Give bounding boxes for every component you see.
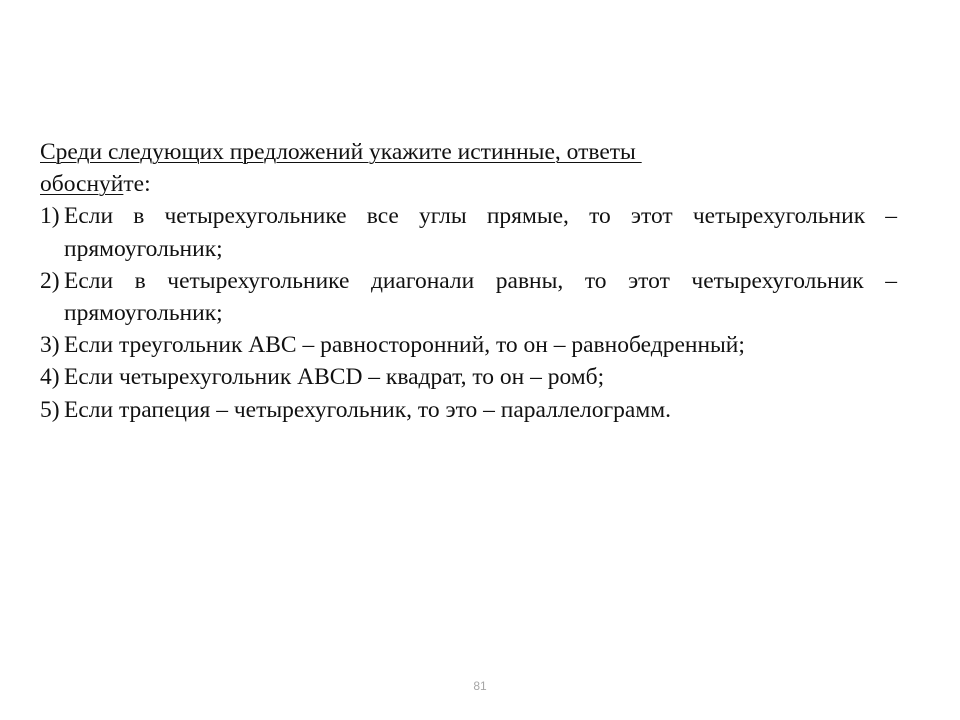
statement-number: 3): [40, 332, 60, 359]
task-heading-underlined-part: обоснуй: [40, 171, 124, 198]
statement-item-4: [40, 361, 897, 393]
statement-item-2: [40, 265, 897, 329]
page-number: 81: [473, 679, 487, 693]
statement-number: 2): [40, 267, 60, 294]
statement-text: Если в четырехугольнике все углы прямые, то этот четырехугольник – прямоугольник;: [64, 203, 897, 262]
statement-item-1: [40, 200, 897, 264]
slide-body: [40, 136, 897, 426]
task-heading-line-2: [40, 168, 897, 200]
task-heading-line-1: Среди следующих предложений укажите истинные, ответы: [40, 139, 642, 165]
statement-number: 5): [40, 396, 60, 423]
statement-text: Если четырехугольник ABCD – квадрат, то он – ромб;: [64, 364, 605, 391]
statement-text: Если треугольник АВС – равносторонний, то он – равнобедренный;: [64, 332, 745, 359]
statement-number: 4): [40, 364, 60, 391]
statement-text: Если трапеция – четырехугольник, то это – параллелограмм.: [64, 396, 671, 423]
statement-number: 1): [40, 203, 60, 230]
statement-item-5: [40, 394, 897, 426]
statement-text: Если в четырехугольнике диагонали равны, то этот четырехугольник – прямоугольник;: [64, 267, 897, 327]
task-heading-rest: те:: [123, 171, 151, 198]
statement-item-3: [40, 329, 897, 361]
